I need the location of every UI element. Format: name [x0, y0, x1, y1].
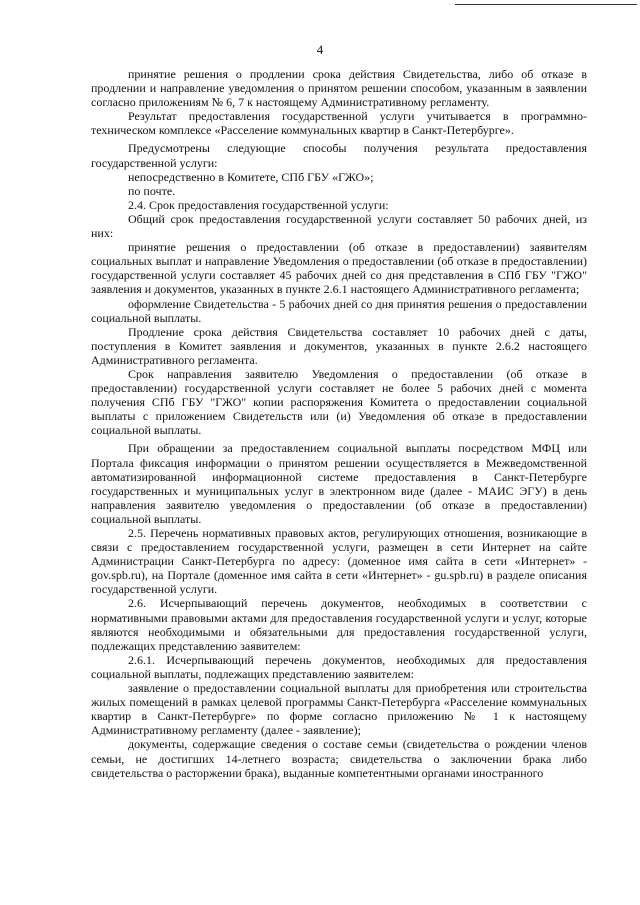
paragraph: Предусмотрены следующие способы получения результата предоставления государственной услуги:	[91, 141, 587, 170]
paragraph: принятие решения о продлении срока действия Свидетельства, либо об отказе в продлении и направление уведомления о принятом решении способом, указанным в заявлении согласно приложениям № 6, 7 к настоящему Административному регламенту.	[91, 67, 587, 110]
paragraph: принятие решения о предоставлении (об отказе в предоставлении) заявителям социальных выплат и направление Уведомления о предоставлении (об отказе в предоставлении) государственной услуги составляет 45 рабочих дней со дня представления в СПб ГБУ "ГЖО" заявления и документов, указанных в пункте 2.6.1 настоящего Административного регламента;	[91, 240, 587, 297]
paragraph: оформление Свидетельства - 5 рабочих дней со дня принятия решения о предоставлении социальной выплаты.	[91, 296, 587, 325]
page-number: 4	[316, 42, 324, 57]
document-body	[91, 67, 587, 780]
paragraph: 2.5. Перечень нормативных правовых актов, регулирующих отношения, возникающие в связи с предоставлением государственной услуги, размещен в сети Интернет на сайте Администрации Санкт-Петербурга по адресу: (доменное имя сайта в сети «Интернет» - gov.spb.ru), на Портале (доменное имя сайта в сети «Интернет» - gu.spb.ru) в разделе описания государственной услуги.	[91, 526, 587, 597]
top-rule	[455, 4, 637, 5]
paragraph: заявление о предоставлении социальной выплаты для приобретения или строительства жилых помещений в рамках целевой программы Санкт-Петербурга «Расселение коммунальных квартир в Санкт-Петербурге» по форме согласно приложению № 1 к настоящему Административному регламенту (далее - заявление);	[91, 681, 587, 738]
paragraph: по почте.	[128, 183, 176, 198]
paragraph: 2.6.1. Исчерпывающий перечень документов, необходимых для предоставления социальной выплаты, подлежащих представлению заявителем:	[91, 652, 587, 681]
paragraph: Результат предоставления государственной услуги учитывается в программно-техническом комплексе «Расселение коммунальных квартир в Санкт-Петербурге».	[91, 109, 587, 138]
paragraph: Продление срока действия Свидетельства составляет 10 рабочих дней с даты, поступления в Комитет заявления и документов, указанных в пункте 2.6.2 настоящего Административного регламента.	[91, 324, 587, 367]
paragraph: 2.6. Исчерпывающий перечень документов, необходимых в соответствии с нормативными правовыми актами для предоставления государственной услуги и услуг, которые являются необходимыми и обязательными для предоставления государственной услуги, подлежащих представлению заявителем:	[91, 596, 587, 653]
paragraph: Общий срок предоставления государственной услуги составляет 50 рабочих дней, из них:	[91, 211, 587, 241]
paragraph: документы, содержащие сведения о составе семьи (свидетельства о рождении членов семьи, не достигших 14-летнего возраста; свидетельства о заключении брака либо свидетельства о расторжении брака), выданные компетентными органами иностранного	[91, 737, 587, 780]
paragraph: При обращении за предоставлением социальной выплаты посредством МФЦ или Портала фиксация информации о принятом решении осуществляется в Межведомственной автоматизированной информационной системе предоставления в Санкт-Петербурге государственных и муниципальных услуг в электронном виде (далее - МАИС ЭГУ) в день направления заявителю уведомления о предоставлении (об отказе в предоставлении) социальной выплаты.	[91, 441, 587, 526]
paragraph: Срок направления заявителю Уведомления о предоставлении (об отказе в предоставлении) государственной услуги составляет не более 5 рабочих дней с момента получения СПб ГБУ "ГЖО" копии распоряжения Комитета о предоставлении социальной выплаты с приложением Свидетельств или (и) Уведомления об отказе в предоставлении социальной выплаты.	[91, 366, 587, 438]
paragraph: непосредственно в Комитете, СПб ГБУ «ГЖО»;	[128, 169, 374, 184]
section-heading: 2.4. Срок предоставления государственной услуги:	[128, 197, 389, 212]
